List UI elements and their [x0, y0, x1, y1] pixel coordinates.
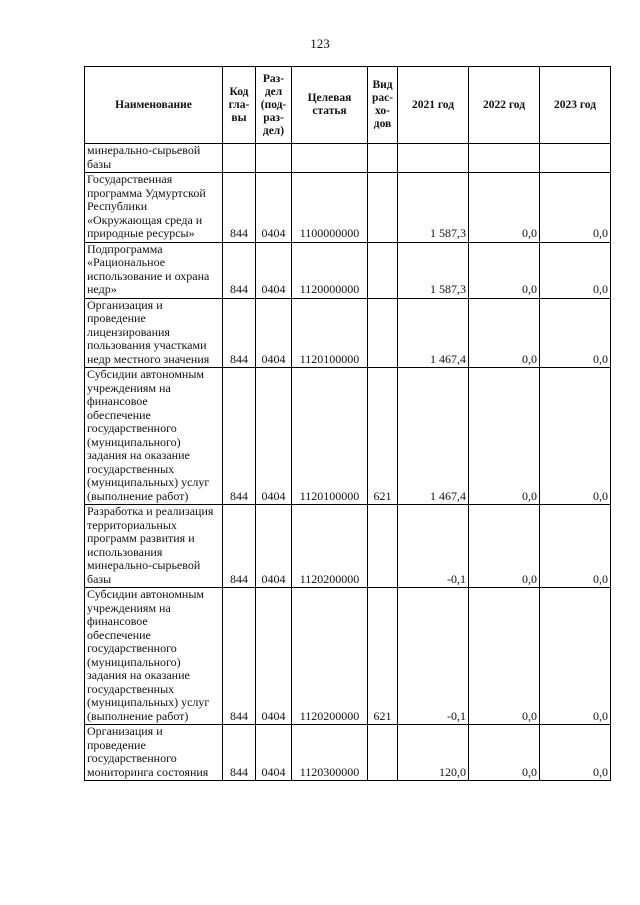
- row-expense-type: [368, 242, 398, 298]
- row-name: Организация и проведение государственного мониторинга состояния: [85, 725, 223, 781]
- row-2022: 0,0: [469, 242, 540, 298]
- page-number: 123: [310, 36, 330, 51]
- row-2022: 0,0: [469, 173, 540, 243]
- row-2023: 0,0: [540, 505, 611, 588]
- row-expense-type: [368, 298, 398, 368]
- header-expense-type: Вид рас- хо- дов: [368, 67, 398, 144]
- row-section: 0404: [256, 505, 292, 588]
- row-section: 0404: [256, 368, 292, 505]
- row-target: 1120300000: [292, 725, 368, 781]
- row-expense-type: [368, 725, 398, 781]
- table-header-row: [85, 67, 611, 144]
- table-row: [85, 505, 611, 588]
- row-section: 0404: [256, 725, 292, 781]
- row-2021: 120,0: [398, 725, 469, 781]
- row-2021: 1 467,4: [398, 368, 469, 505]
- row-section: [256, 144, 292, 173]
- row-expense-type: 621: [368, 588, 398, 725]
- row-target: 1120200000: [292, 505, 368, 588]
- row-2022: 0,0: [469, 505, 540, 588]
- row-chapter: 844: [223, 173, 256, 243]
- table-row: [85, 173, 611, 243]
- table-row: [85, 368, 611, 505]
- row-2021: 1 587,3: [398, 242, 469, 298]
- row-name: Разработка и реализация территориальных программ развития и использования минерально-сырьевой базы: [85, 505, 223, 588]
- row-section: 0404: [256, 298, 292, 368]
- row-target: 1120200000: [292, 588, 368, 725]
- row-name: Подпрограмма «Рациональное использование и охрана недр»: [85, 242, 223, 298]
- row-2021: -0,1: [398, 588, 469, 725]
- row-chapter: 844: [223, 725, 256, 781]
- table-row: [85, 298, 611, 368]
- table-row: [85, 242, 611, 298]
- row-target: 1100000000: [292, 173, 368, 243]
- row-2021: -0,1: [398, 505, 469, 588]
- row-2022: 0,0: [469, 588, 540, 725]
- row-2023: 0,0: [540, 173, 611, 243]
- row-target: 1120100000: [292, 298, 368, 368]
- table-row: [85, 144, 611, 173]
- header-2023: 2023 год: [540, 67, 611, 144]
- row-chapter: 844: [223, 505, 256, 588]
- row-2023: 0,0: [540, 298, 611, 368]
- row-2022: 0,0: [469, 368, 540, 505]
- row-expense-type: [368, 505, 398, 588]
- row-2023: [540, 144, 611, 173]
- row-chapter: 844: [223, 298, 256, 368]
- row-chapter: [223, 144, 256, 173]
- row-target: [292, 144, 368, 173]
- row-2022: 0,0: [469, 298, 540, 368]
- header-target-article: Целевая статья: [292, 67, 368, 144]
- row-name: Организация и проведение лицензирования пользования участками недр местного значения: [85, 298, 223, 368]
- row-2021: 1 587,3: [398, 173, 469, 243]
- row-2023: 0,0: [540, 368, 611, 505]
- row-name: Субсидии автономным учреждениям на финансовое обеспечение государственного (муниципального) задания на оказание государственных (муниципальных) услуг (выполнение работ): [85, 368, 223, 505]
- row-chapter: 844: [223, 588, 256, 725]
- row-expense-type: [368, 144, 398, 173]
- row-2022: 0,0: [469, 725, 540, 781]
- row-2023: 0,0: [540, 725, 611, 781]
- row-section: 0404: [256, 588, 292, 725]
- row-2023: 0,0: [540, 588, 611, 725]
- row-name: Субсидии автономным учреждениям на финансовое обеспечение государственного (муниципального) задания на оказание государственных (муниципальных) услуг (выполнение работ): [85, 588, 223, 725]
- table-row: [85, 725, 611, 781]
- table-row: [85, 588, 611, 725]
- budget-table: [84, 66, 611, 781]
- row-2023: 0,0: [540, 242, 611, 298]
- row-2022: [469, 144, 540, 173]
- row-name: минерально-сырьевой базы: [85, 144, 223, 173]
- row-section: 0404: [256, 242, 292, 298]
- row-2021: 1 467,4: [398, 298, 469, 368]
- row-target: 1120100000: [292, 368, 368, 505]
- row-chapter: 844: [223, 368, 256, 505]
- header-name: Наименование: [85, 67, 223, 144]
- header-chapter-code: Код гла- вы: [223, 67, 256, 144]
- row-section: 0404: [256, 173, 292, 243]
- header-2022: 2022 год: [469, 67, 540, 144]
- header-section: Раз- дел (под- раз- дел): [256, 67, 292, 144]
- row-target: 1120000000: [292, 242, 368, 298]
- header-2021: 2021 год: [398, 67, 469, 144]
- row-chapter: 844: [223, 242, 256, 298]
- row-expense-type: [368, 173, 398, 243]
- row-2021: [398, 144, 469, 173]
- row-name: Государственная программа Удмуртской Республики «Окружающая среда и природные ресурсы»: [85, 173, 223, 243]
- row-expense-type: 621: [368, 368, 398, 505]
